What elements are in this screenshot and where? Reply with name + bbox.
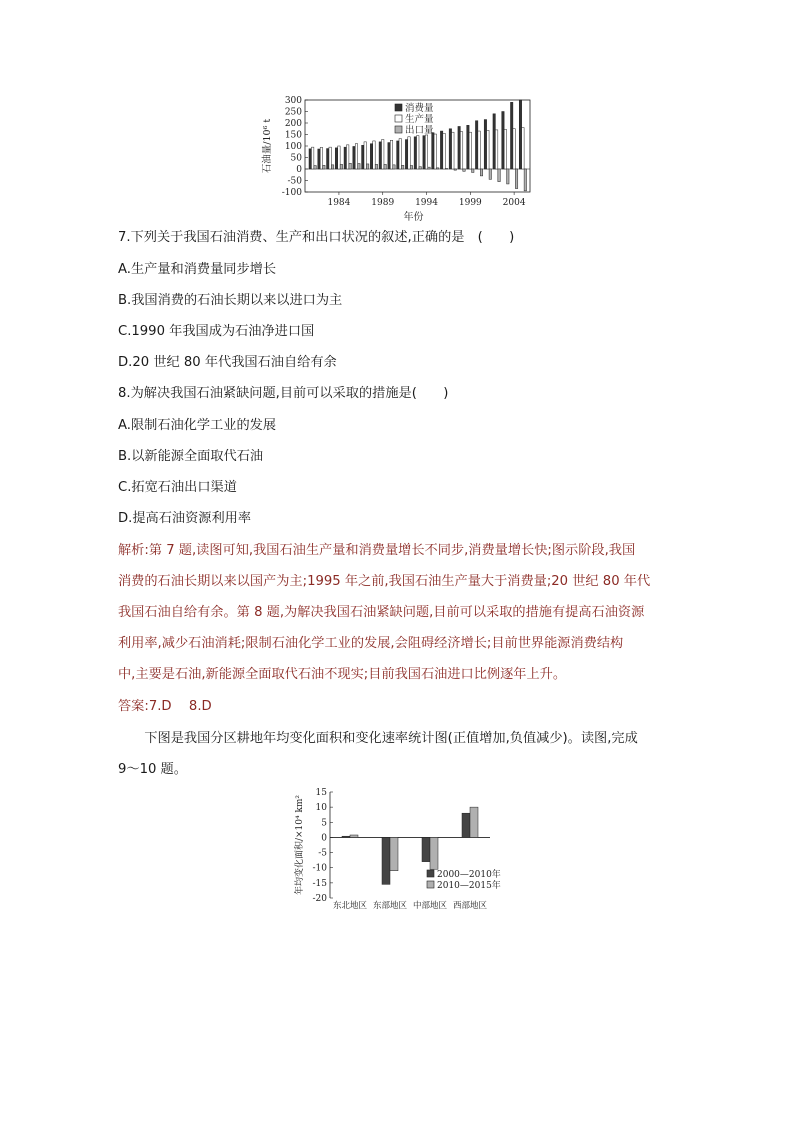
bar-生产量-1983 [329,147,331,169]
bar-2000—2010年-西部地区 [462,813,470,837]
bar-生产量-1981 [311,147,313,169]
y-tick-label-0: 15 [315,788,327,798]
y-tick-label-8: -100 [281,188,302,198]
bar-消费量-1999 [467,125,469,169]
bar-出口量-2003 [507,169,509,184]
bar-2010—2015年-东部地区 [390,837,398,870]
y-axis-title: 年均变化面积/×10⁴ km² [295,794,305,896]
q8-option-d: D.提高石油资源利用率 [118,511,252,526]
bar-生产量-1986 [355,144,357,169]
bar-消费量-2000 [475,121,477,169]
bar-2010—2015年-东北地区 [350,835,358,837]
bar-消费量-1987 [362,145,364,169]
analysis-line-3: 我国石油自给有余。第 8 题,为解决我国石油紧缺问题,目前可以采取的措施有提高石油资源 [118,605,645,620]
bar-消费量-1984 [335,148,337,169]
legend-label-1: 生产量 [405,114,434,125]
bar-生产量-1992 [408,137,410,169]
bar-生产量-1990 [390,140,392,169]
y-tick-label-7: -20 [312,894,327,904]
bar-出口量-1988 [375,164,377,169]
legend-swatch-1 [395,115,402,122]
x-axis-title: 年份 [403,212,424,223]
q8-stem: 8.为解决我国石油紧缺问题,目前可以采取的措施是( ) [118,386,449,401]
bar-消费量-1992 [405,140,407,169]
bar-消费量-1996 [440,131,442,169]
bar-出口量-1999 [472,169,474,172]
bar-生产量-1994 [425,135,427,169]
bar-出口量-1987 [366,164,368,169]
bar-消费量-1991 [397,141,399,169]
bar-出口量-2005 [524,169,526,191]
bar-消费量-1993 [414,137,416,169]
bar-消费量-2003 [502,112,504,170]
bar-生产量-1988 [373,141,375,169]
analysis-line-2: 消费的石油长期以来以国产为主;1995 年之前,我国石油生产量大于消费量;20 世纪 80 年代 [118,574,651,589]
bar-消费量-1981 [309,149,311,169]
bar-消费量-2004 [510,102,512,169]
bar-生产量-1995 [434,134,436,169]
y-tick-label-2: 5 [321,818,327,829]
bar-生产量-1998 [460,132,462,169]
x-tick-label-3: 1999 [458,198,482,208]
bar-消费量-1983 [327,149,329,169]
legend-label-2: 出口量 [405,125,434,136]
oil-chart [255,92,540,224]
bar-生产量-1989 [382,140,384,169]
category-label-1: 东部地区 [372,901,408,911]
bar-出口量-1989 [384,164,386,169]
intro-line-1: 下图是我国分区耕地年均变化面积和变化速率统计图(正值增加,负值减少)。读图,完成 [118,731,638,746]
category-label-2: 中部地区 [412,901,448,911]
y-tick-label-2: 200 [284,119,302,129]
bar-2010—2015年-西部地区 [470,807,478,837]
y-tick-label-4: 100 [284,142,302,152]
bar-出口量-2000 [480,169,482,176]
bar-生产量-1985 [346,145,348,169]
bar-生产量-1982 [320,147,322,169]
x-tick-label-2: 1994 [415,198,438,208]
bar-出口量-1993 [419,167,421,169]
answer-line: 答案:7.D 8.D [118,699,212,714]
y-tick-label-1: 250 [284,107,302,118]
q8-option-b: B.以新能源全面取代石油 [118,449,264,464]
bar-消费量-2002 [493,114,495,169]
y-tick-label-1: 10 [315,803,327,814]
bar-生产量-2004 [513,129,515,169]
y-tick-label-6: 0 [296,165,302,175]
x-tick-label-4: 2004 [502,198,526,208]
q7-stem: 7.下列关于我国石油消费、生产和出口状况的叙述,正确的是 ( ) [118,230,515,245]
bar-出口量-1984 [340,164,342,169]
q7-option-b: B.我国消费的石油长期以来以进口为主 [118,293,343,308]
bar-出口量-2004 [515,169,517,189]
y-tick-label-5: 50 [290,153,302,164]
bar-2000—2010年-中部地区 [422,837,430,861]
bar-2010—2015年-中部地区 [430,837,438,869]
category-label-0: 东北地区 [332,901,368,911]
land-change-chart [290,786,515,912]
q8-option-a: A.限制石油化学工业的发展 [118,418,277,433]
bar-生产量-1996 [443,133,445,169]
bar-生产量-1991 [399,139,401,169]
bar-2000—2010年-东北地区 [342,836,350,837]
bar-出口量-1990 [393,165,395,169]
legend-swatch-2 [395,126,402,133]
bar-消费量-1998 [458,126,460,169]
y-tick-label-7: -50 [287,176,302,187]
bar-消费量-2001 [484,120,486,169]
bar-出口量-1995 [437,168,439,169]
legend-swatch-0 [395,104,402,111]
y-tick-label-3: 150 [284,130,302,141]
analysis-line-1: 解析:第 7 题,读图可知,我国石油生产量和消费量增长不同步,消费量增长快;图示阶段,我国 [118,543,636,558]
bar-出口量-2001 [489,169,491,179]
y-tick-label-4: -5 [318,848,327,859]
bar-出口量-1985 [349,163,351,169]
bar-生产量-1997 [452,132,454,169]
bar-生产量-1999 [469,132,471,169]
bar-消费量-1997 [449,129,451,169]
bar-消费量-1989 [379,142,381,169]
category-label-3: 西部地区 [452,901,488,911]
y-tick-label-3: 0 [321,833,327,844]
bar-消费量-1995 [432,133,434,169]
bar-消费量-1982 [318,149,320,169]
bar-消费量-1988 [370,144,372,169]
bar-出口量-2002 [498,169,500,182]
x-tick-label-0: 1984 [327,198,351,208]
y-axis-title: 石油量/10⁶ t [262,118,273,174]
bar-出口量-1991 [401,165,403,169]
bar-消费量-1986 [353,146,355,169]
bar-生产量-2002 [495,130,497,169]
bar-生产量-1993 [417,136,419,169]
bar-出口量-1981 [314,166,316,169]
analysis-line-4: 利用率,减少石油消耗;限制石油化学工业的发展,会阻碍经济增长;目前世界能源消费结构 [118,636,624,651]
q8-option-c: C.拓宽石油出口渠道 [118,480,237,495]
q7-option-c: C.1990 年我国成为石油净进口国 [118,324,315,339]
legend-label-1: 2010—2015年 [437,881,501,891]
bar-生产量-1987 [364,142,366,169]
y-tick-label-0: 300 [284,96,302,106]
bar-消费量-1990 [388,143,390,169]
legend-label-0: 消费量 [405,103,434,114]
bar-出口量-1982 [323,165,325,169]
bar-消费量-1985 [344,147,346,169]
intro-line-2: 9～10 题。 [118,762,187,777]
bar-消费量-1994 [423,136,425,169]
bar-出口量-1998 [463,169,465,171]
legend-swatch-0 [427,870,434,877]
bar-出口量-1994 [428,167,430,169]
legend-swatch-1 [427,881,434,888]
legend-label-0: 2000—2010年 [437,870,501,880]
q7-option-d: D.20 世纪 80 年代我国石油自给有余 [118,355,337,370]
bar-生产量-2005 [522,128,524,169]
bar-出口量-1997 [454,169,456,170]
bar-生产量-1984 [338,146,340,169]
y-tick-label-5: -10 [312,863,327,874]
bar-生产量-2001 [487,130,489,169]
bar-出口量-1983 [331,165,333,169]
q7-option-a: A.生产量和消费量同步增长 [118,262,277,277]
bar-出口量-1986 [358,163,360,169]
analysis-line-5: 中,主要是石油,新能源全面取代石油不现实;目前我国石油进口比例逐年上升。 [118,667,567,682]
bar-消费量-2005 [519,100,521,169]
x-tick-label-1: 1989 [371,198,395,208]
y-tick-label-6: -15 [312,878,327,889]
bar-生产量-2003 [504,129,506,169]
bar-2000—2010年-东部地区 [382,837,390,884]
bar-出口量-1992 [410,166,412,169]
bar-生产量-2000 [478,131,480,169]
